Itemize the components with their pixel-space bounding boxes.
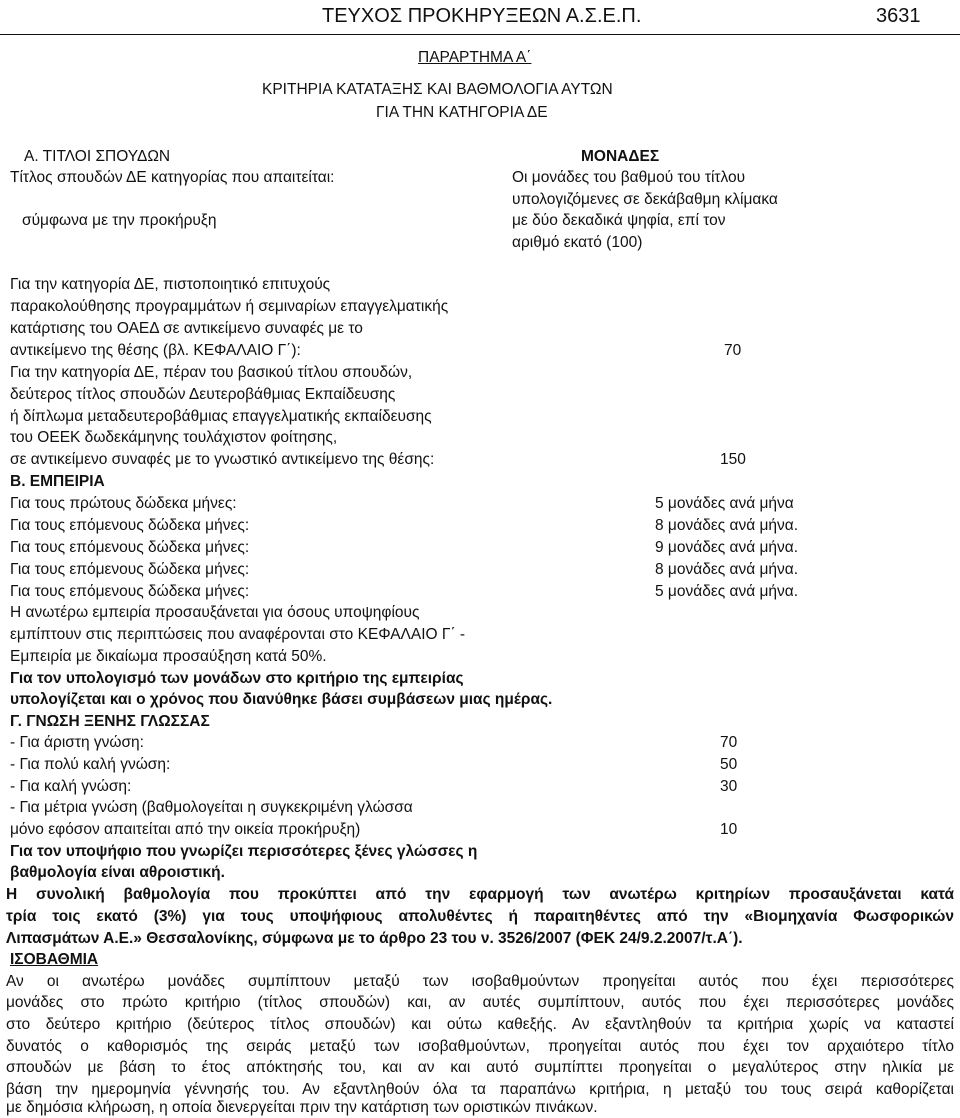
title-requirement-cont: σύμφωνα με την προκήρυξη [22, 212, 217, 229]
tie-line: σπουδών με βάση το έτος απόκτησής του, και αν και αυτό συμπίπτει προηγείται ο μεγαλύτερος στην ηλικία με [6, 1059, 954, 1076]
second-title-line-3: ή δίπλωμα μεταδευτεροβάθμιας επαγγελματικής εκπαίδευσης [10, 408, 432, 425]
cert-line-2: παρακολούθησης προγραμμάτων ή σεμιναρίων επαγγελματικής [10, 298, 449, 315]
language-row-label: - Για άριστη γνώση: [10, 734, 144, 751]
cert-points: 70 [724, 342, 742, 359]
section-b-heading: Β. ΕΜΠΕΙΡΙΑ [10, 473, 105, 490]
language-moderate-2: μόνο εφόσον απαιτείται από την οικεία προκήρυξη) [10, 821, 361, 838]
header-rule [0, 34, 960, 35]
units-desc-2: υπολογιζόμενες σε δεκάβαθμη κλίμακα [512, 191, 778, 208]
section-a-heading: Α. ΤΙΤΛΟΙ ΣΠΟΥΔΩΝ [24, 148, 171, 165]
appendix-subtitle-1: ΚΡΙΤΗΡΙΑ ΚΑΤΑΤΑΞΗΣ ΚΑΙ ΒΑΘΜΟΛΟΓΙΑ ΑΥΤΩΝ [262, 81, 613, 98]
title-requirement: Τίτλος σπουδών ΔΕ κατηγορίας που απαιτείται: [10, 169, 335, 186]
cert-line-1: Για την κατηγορία ΔΕ, πιστοποιητικό επιτυχούς [10, 276, 331, 293]
experience-row-label: Για τους επόμενους δώδεκα μήνες: [10, 517, 250, 534]
tie-heading: ΙΣΟΒΑΘΜΙΑ [10, 951, 99, 968]
language-row-label: - Για καλή γνώση: [10, 778, 132, 795]
appendix-subtitle-2: ΓΙΑ ΤΗΝ ΚΑΤΗΓΟΡΙΑ ΔΕ [376, 104, 548, 121]
second-title-points: 150 [720, 451, 746, 468]
experience-row-value: 8 μονάδες ανά μήνα. [655, 517, 799, 534]
experience-bold-note-2: υπολογίζεται και ο χρόνος που διανύθηκε βάσει συμβάσεων μιας ημέρας. [10, 691, 553, 708]
tie-line: στο δεύτερο κριτήριο (δεύτερος τίτλος σπουδών) και ούτω καθεξής. Αν εξαντληθούν τα κριτήρια χωρίς να καταστεί [6, 1016, 954, 1033]
units-desc-1: Οι μονάδες του βαθμού του τίτλου [512, 169, 746, 186]
bonus-line-1: Η συνολική βαθμολογία που προκύπτει από την εφαρμογή των ανωτέρω κριτηρίων προσαυξάνεται κατά [6, 886, 954, 903]
cert-line-4: αντικείμενο της θέσης (βλ. ΚΕΦΑΛΑΙΟ Γ΄): [10, 342, 301, 359]
appendix-title: ΠΑΡΑΡΤΗΜΑ Α΄ [418, 49, 532, 66]
bonus-line-2: τρία τοις εκατό (3%) για τους υποψήφιους απολυθέντες ή παραιτηθέντες από την «Βιομηχανία Φωσφορικών [6, 908, 954, 925]
tie-line: δυνατός ο καθορισμός της σειράς μεταξύ των ισοβαθμούντων, προηγείται αυτός που έχει τον αρχαιότερο τίτλο [6, 1038, 954, 1055]
experience-row-label: Για τους πρώτους δώδεκα μήνες: [10, 495, 237, 512]
language-row-value: 30 [720, 778, 738, 795]
language-row-value: 70 [720, 734, 738, 751]
language-row-value: 50 [720, 756, 738, 773]
tie-line: βάση την ημερομηνία γέννησής του. Αν εξαντληθούν όλα τα παραπάνω κριτήρια, η μεταξύ του τους σειρά καθορίζεται [6, 1081, 954, 1098]
tie-line: μονάδες στο πρώτο κριτήριο (τίτλος σπουδών) και, αν αυτές συμπίπτουν, αυτός που έχει περισσότερες μονάδες [6, 994, 954, 1011]
second-title-line-1: Για την κατηγορία ΔΕ, πέραν του βασικού τίτλου σπουδών, [10, 364, 413, 381]
language-moderate-value: 10 [720, 821, 738, 838]
second-title-line-5: σε αντικείμενο συναφές με το γνωστικό αντικείμενο της θέσης: [10, 451, 435, 468]
second-title-line-2: δεύτερος τίτλος σπουδών Δευτεροβάθμιας Εκπαίδευσης [10, 386, 396, 403]
experience-row-value: 5 μονάδες ανά μήνα. [655, 583, 799, 600]
second-title-line-4: του ΟΕΕΚ δωδεκάμηνης τουλάχιστον φοίτησης, [10, 429, 338, 446]
cert-line-3: κατάρτισης του ΟΑΕΔ σε αντικείμενο συναφές με το [10, 320, 363, 337]
experience-bold-note-1: Για τον υπολογισμό των μονάδων στο κριτήριο της εμπειρίας [10, 670, 464, 687]
language-row-label: - Για πολύ καλή γνώση: [10, 756, 171, 773]
experience-note-1: Η ανωτέρω εμπειρία προσαυξάνεται για όσους υποψηφίους [10, 604, 420, 621]
tie-line: με δημόσια κλήρωση, η οποία διενεργείται πριν την κατάρτιση των οριστικών πινάκων. [6, 1099, 598, 1116]
experience-row-label: Για τους επόμενους δώδεκα μήνες: [10, 583, 250, 600]
language-bold-note-2: βαθμολογία είναι αθροιστική. [10, 864, 225, 881]
experience-row-label: Για τους επόμενους δώδεκα μήνες: [10, 561, 250, 578]
page-number: 3631 [876, 5, 921, 27]
bonus-line-3: Λιπασμάτων Α.Ε.» Θεσσαλονίκης, σύμφωνα με το άρθρο 23 του ν. 3526/2007 (ΦΕΚ 24/9.2.2007/τ.Α΄). [6, 930, 743, 947]
experience-note-3: Εμπειρία με δικαίωμα προσαύξηση κατά 50%. [10, 648, 327, 665]
experience-row-label: Για τους επόμενους δώδεκα μήνες: [10, 539, 250, 556]
issue-title: ΤΕΥΧΟΣ ΠΡΟΚΗΡΥΞΕΩΝ Α.Σ.Ε.Π. [322, 5, 642, 27]
units-desc-4: αριθμό εκατό (100) [512, 234, 643, 251]
experience-row-value: 9 μονάδες ανά μήνα. [655, 539, 799, 556]
units-heading: ΜΟΝΑΔΕΣ [581, 148, 660, 165]
experience-row-value: 5 μονάδες ανά μήνα [655, 495, 794, 512]
units-desc-3: με δύο δεκαδικά ψηφία, επί τον [512, 212, 726, 229]
language-moderate-1: - Για μέτρια γνώση (βαθμολογείται η συγκεκριμένη γλώσσα [10, 799, 413, 816]
language-bold-note-1: Για τον υποψήφιο που γνωρίζει περισσότερες ξένες γλώσσες η [10, 843, 478, 860]
experience-row-value: 8 μονάδες ανά μήνα. [655, 561, 799, 578]
experience-note-2: εμπίπτουν στις περιπτώσεις που αναφέρονται στο ΚΕΦΑΛΑΙΟ Γ΄ - [10, 626, 466, 643]
tie-line: Αν οι ανωτέρω μονάδες συμπίπτουν μεταξύ των ισοβαθμούντων προηγείται αυτός που έχει περισσότερες [6, 973, 954, 990]
section-c-heading: Γ. ΓΝΩΣΗ ΞΕΝΗΣ ΓΛΩΣΣΑΣ [10, 713, 210, 730]
